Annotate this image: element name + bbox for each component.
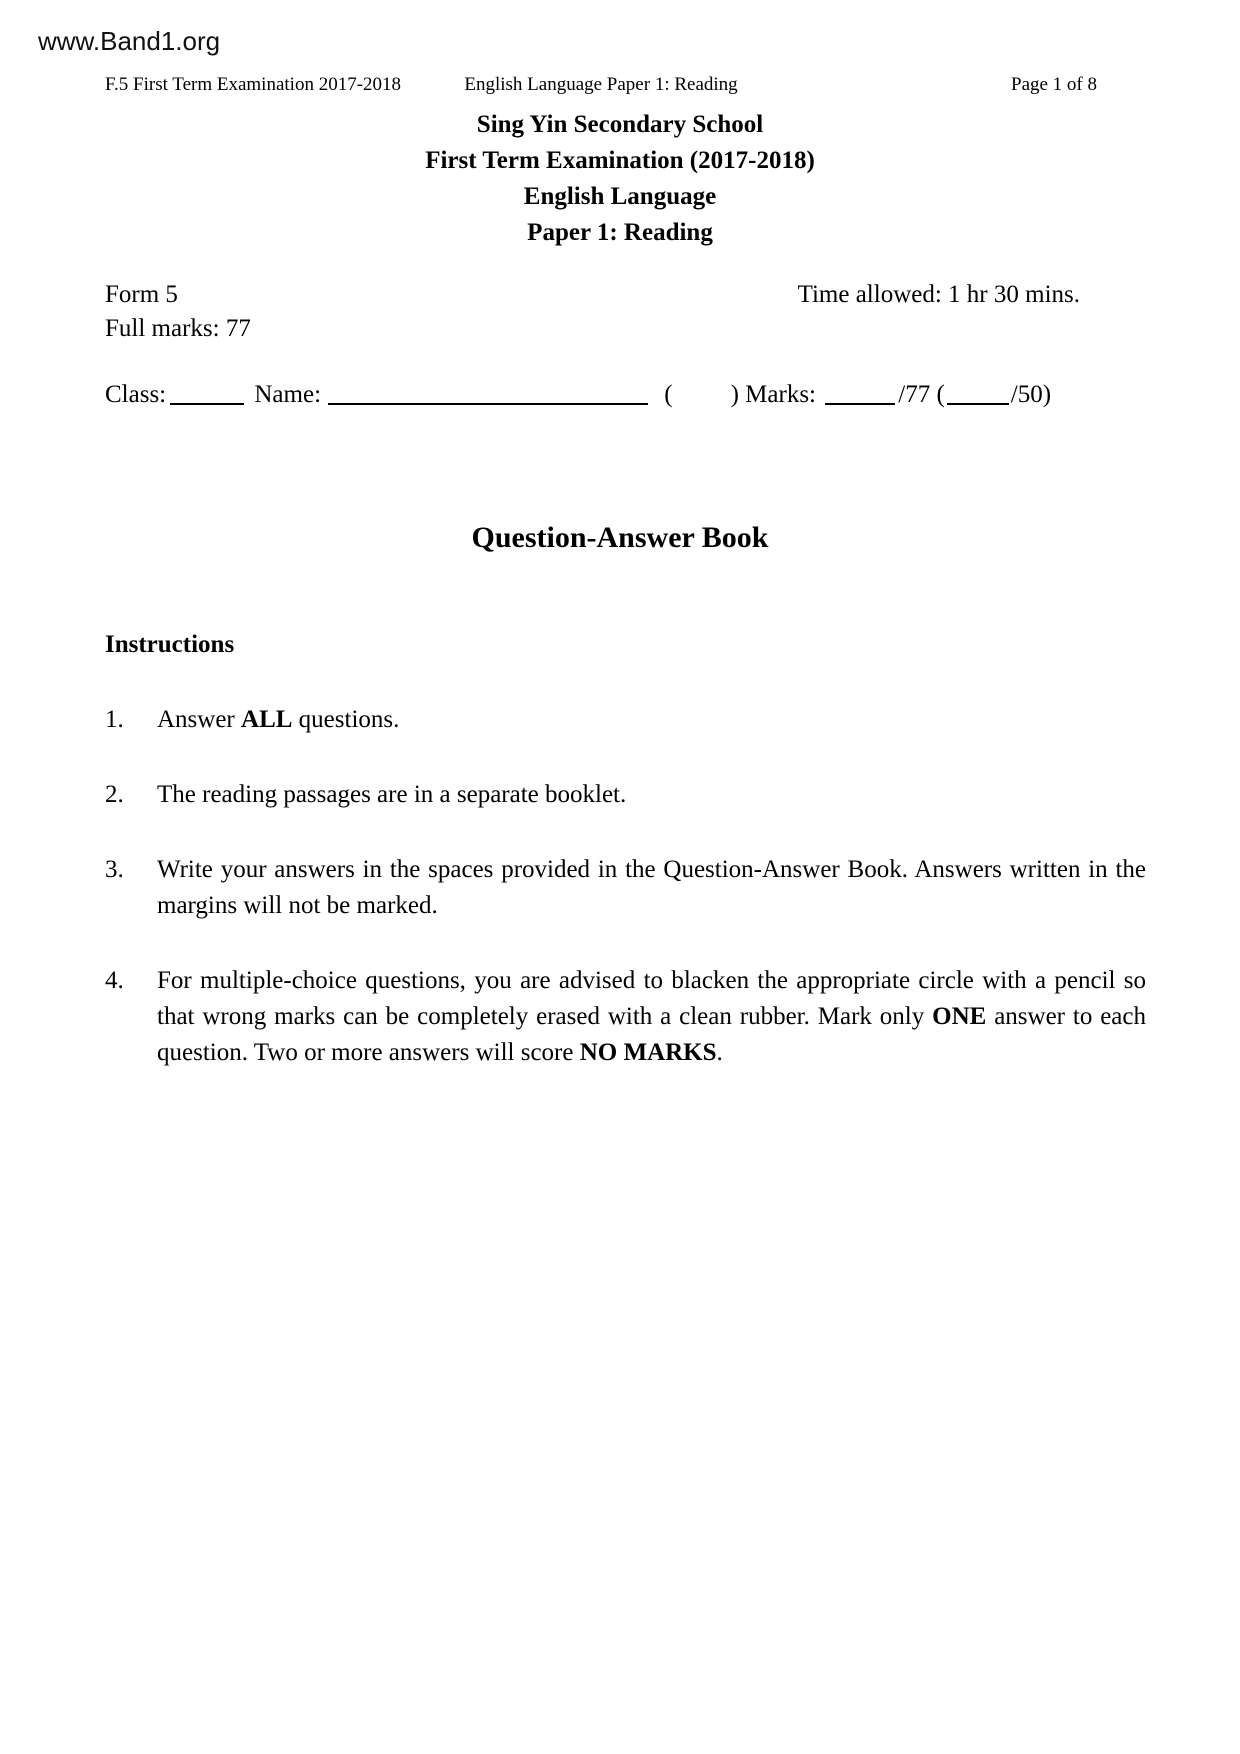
instruction-item bbox=[105, 963, 1146, 1071]
form-label: Form 5 bbox=[105, 281, 178, 308]
page-header-exam-title: F.5 First Term Examination 2017-2018 bbox=[105, 74, 402, 95]
class-blank-line bbox=[170, 400, 244, 405]
instruction-number: 1. bbox=[105, 706, 124, 733]
instruction-text bbox=[157, 852, 1146, 924]
marks-blank-line bbox=[825, 400, 895, 405]
marks-label: ) Marks: bbox=[730, 381, 816, 408]
text-segment: The reading passages are in a separate booklet. bbox=[157, 781, 627, 808]
exam-info-row bbox=[0, 278, 1240, 312]
text-segment: Answer bbox=[157, 706, 242, 733]
candidate-info-line bbox=[0, 378, 1240, 412]
instructions-heading: Instructions bbox=[105, 631, 235, 658]
title-block bbox=[0, 107, 1240, 251]
text-segment: Write your answers in the spaces provided in the Question-Answer Book. Answers written in the margins will not be marked. bbox=[157, 856, 1146, 919]
name-blank-line bbox=[328, 400, 648, 405]
marks-out-of-77: /77 ( bbox=[898, 381, 945, 408]
name-label: Name: bbox=[254, 381, 322, 408]
title-subject: English Language bbox=[523, 183, 717, 210]
instruction-number: 4. bbox=[105, 967, 124, 994]
instruction-number: 2. bbox=[105, 781, 124, 808]
marks-out-of-50: /50) bbox=[1010, 381, 1052, 408]
instruction-text bbox=[157, 963, 1146, 1071]
class-label: Class: bbox=[105, 381, 167, 408]
emphasis-text-segment: ALL bbox=[241, 706, 293, 733]
instruction-text bbox=[157, 777, 1146, 813]
class-number-paren-open: ( bbox=[664, 381, 673, 408]
emphasis-text-segment: NO MARKS bbox=[579, 1039, 717, 1066]
text-segment: answer to each question. Two or more answers will score bbox=[157, 1003, 1146, 1066]
instruction-text bbox=[157, 702, 1146, 738]
text-segment: For multiple-choice questions, you are advised to blacken the appropriate circle with a pencil so that wrong marks can be completely erased with a clean rubber. Mark only bbox=[157, 967, 1146, 1030]
title-exam-name: First Term Examination (2017-2018) bbox=[425, 147, 815, 174]
text-segment: questions. bbox=[292, 706, 400, 733]
text-segment: . bbox=[716, 1039, 723, 1066]
instruction-item bbox=[105, 702, 1146, 738]
emphasis-text-segment: ONE bbox=[932, 1003, 987, 1030]
page-number: Page 1 of 8 bbox=[1011, 74, 1098, 95]
title-school-name: Sing Yin Secondary School bbox=[476, 111, 764, 138]
book-title: Question-Answer Book bbox=[471, 521, 769, 554]
instruction-number: 3. bbox=[105, 856, 124, 883]
title-paper: Paper 1: Reading bbox=[527, 219, 713, 246]
instruction-item bbox=[105, 777, 1146, 813]
page-header bbox=[0, 72, 1240, 97]
full-marks-label: Full marks: 77 bbox=[105, 315, 251, 342]
instructions-list bbox=[0, 702, 1240, 1071]
page-header-paper-title: English Language Paper 1: Reading bbox=[464, 74, 738, 95]
instruction-item bbox=[105, 852, 1146, 924]
band1-watermark: www.Band1.org bbox=[38, 26, 221, 56]
converted-marks-blank-line bbox=[947, 400, 1009, 405]
time-allowed-label: Time allowed: 1 hr 30 mins. bbox=[797, 281, 1080, 308]
